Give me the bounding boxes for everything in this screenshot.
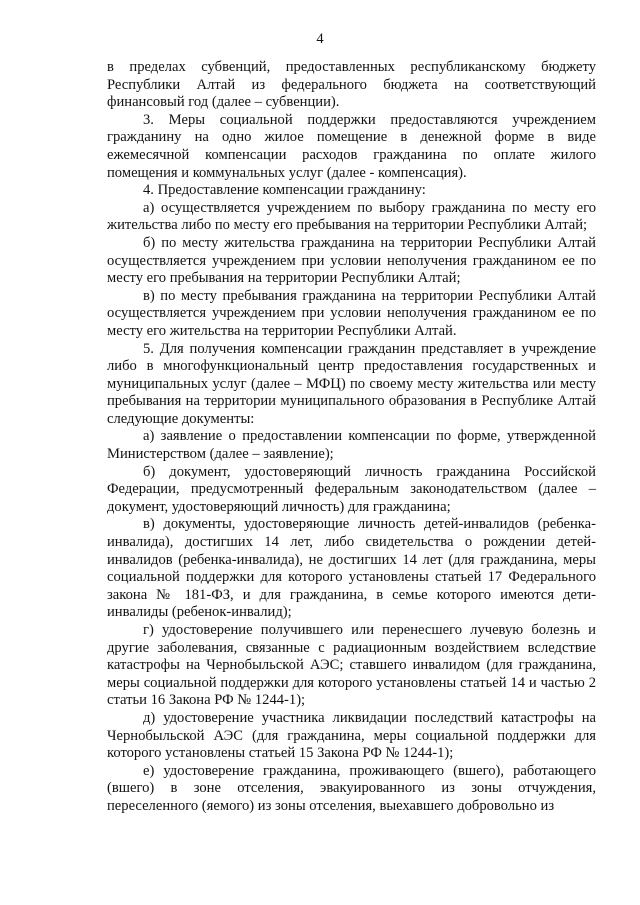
- paragraph-4b: б) по месту жительства гражданина на территории Республики Алтай осуществляется учреждением при условии неполучения гражданином ее по месту его пребывания на территории Республики Алтай;: [107, 234, 596, 287]
- page-number: 4: [316, 31, 324, 47]
- paragraph-5a: а) заявление о предоставлении компенсации по форме, утвержденной Министерством (далее – заявление);: [107, 428, 596, 463]
- paragraph-5e: д) удостоверение участника ликвидации последствий катастрофы на Чернобыльской АЭС (для гражданина, меры социальной поддержки для которого установлены статьей 15 Закона РФ № 1244-1);: [107, 709, 596, 762]
- paragraph-continuation: в пределах субвенций, предоставленных республиканскому бюджету Республики Алтай из федерального бюджета на соответствующий финансовый год (далее – субвенции).: [107, 59, 596, 111]
- paragraph-4: 4. Предоставление компенсации гражданину:: [143, 182, 426, 199]
- paragraph-5c: в) документы, удостоверяющие личность детей-инвалидов (ребенка-инвалида), достигших 14 лет, либо свидетельства о рождении детей-инвалидов (ребенка-инвалида), не достигших 14 лет (для гражданина, меры социальной поддержки для которого установлены статьей 17 Федерального закона № 181-ФЗ, и для гражданина, в семье которого имеются дети-инвалиды (ребенок-инвалид);: [107, 516, 596, 621]
- paragraph-4c: в) по месту пребывания гражданина на территории Республики Алтай осуществляется учреждением при условии неполучения гражданином ее по месту его жительства на территории Республики Алтай.: [107, 287, 596, 339]
- document-body: [107, 59, 596, 816]
- paragraph-5f: е) удостоверение гражданина, проживающего (вшего), работающего (вшего) в зоне отселения, эвакуированного из зоны отчуждения, переселенного (яемого) из зоны отселения, выехавшего добровольно из: [107, 762, 596, 814]
- paragraph-3: 3. Меры социальной поддержки предоставляются учреждением гражданину на одно жилое помещение в денежной форме в виде ежемесячной компенсации расходов гражданина по оплате жилого помещения и коммунальных услуг (далее - компенсация).: [107, 111, 596, 181]
- paragraph-5: 5. Для получения компенсации гражданин представляет в учреждение либо в многофункциональный центр предоставления государственных и муниципальных услуг (далее – МФЦ) по своему месту жительства или месту пребывания на территории муниципального образования в Республике Алтай следующие документы:: [107, 340, 596, 427]
- paragraph-5d: г) удостоверение получившего или перенесшего лучевую болезнь и другие заболевания, связанные с радиационным воздействием вследствие катастрофы на Чернобыльской АЭС; ставшего инвалидом (для гражданина, меры социальной поддержки для которого установлены статьей 14 и частью 2 статьи 16 Закона РФ № 1244-1);: [107, 622, 596, 709]
- paragraph-4a: а) осуществляется учреждением по выбору гражданина по месту его жительства либо по месту его пребывания на территории Республики Алтай;: [107, 199, 596, 234]
- paragraph-5b: б) документ, удостоверяющий личность гражданина Российской Федерации, предусмотренный федеральным законодательством (далее – документ, удостоверяющий личность) для гражданина;: [107, 463, 596, 515]
